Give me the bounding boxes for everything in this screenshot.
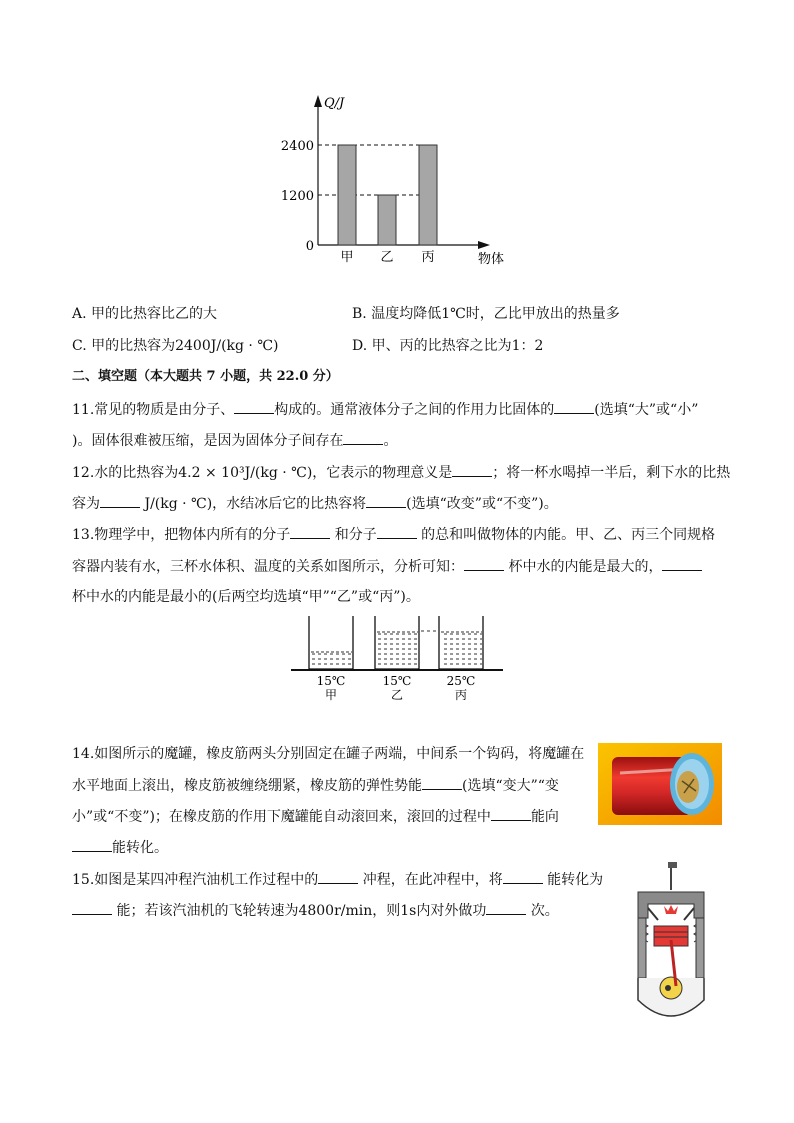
q14-text: (选填“变大”“变 <box>462 778 559 794</box>
q14-line2 <box>72 775 559 796</box>
q15-line1 <box>72 869 603 890</box>
q11-line1 <box>72 399 698 420</box>
answer-blank <box>72 900 112 915</box>
y-axis-arrow <box>314 95 322 107</box>
q13-line2 <box>72 556 702 577</box>
q12-text: 容为 <box>72 496 100 512</box>
q13-text: 13.物理学中，把物体内所有的分子 <box>72 527 291 543</box>
beaker-label: 丙 <box>454 688 468 702</box>
answer-blank <box>491 806 531 821</box>
option-b: B. 温度均降低1℃时，乙比甲放出的热量多 <box>352 306 620 322</box>
y-tick-label: 2400 <box>280 139 314 154</box>
beaker-temp: 25℃ <box>446 674 476 688</box>
answer-blank <box>366 493 406 508</box>
q13-text: 容器内装有水，三杯水体积、温度的关系如图所示，分析可知： <box>72 559 464 575</box>
engine-cylinder-image <box>628 860 714 1024</box>
q13-text: 的总和叫做物体的内能。甲、乙、丙三个同规格 <box>421 527 716 543</box>
q15-text: 能；若该汽油机的飞轮转速为4800r/min，则1s内对外做功 <box>116 903 487 919</box>
answer-blank <box>554 399 594 414</box>
answer-blank <box>72 837 112 852</box>
y-tick-label: 1200 <box>280 189 314 204</box>
option-a: A. 甲的比热容比乙的大 <box>72 306 218 322</box>
q13-text: 和分子 <box>334 527 377 543</box>
beaker-jia <box>309 616 353 669</box>
x-axis-arrow <box>478 241 490 249</box>
q12-text: 12.水的比热容为4.2 × 10³J/(kg · ℃)，它表示的物理意义是 <box>72 465 453 481</box>
answer-blank <box>452 462 492 477</box>
beaker-temp: 15℃ <box>316 674 346 688</box>
beaker-yi <box>375 616 419 669</box>
q13-line1 <box>72 524 715 545</box>
y-axis-label: Q/J <box>324 96 345 111</box>
q11-text: 11.常见的物质是由分子、 <box>72 402 235 418</box>
q14-line3 <box>72 806 559 827</box>
answer-blank <box>377 524 417 539</box>
q14-line4 <box>72 837 168 858</box>
x-tick-label: 丙 <box>421 250 435 265</box>
q12-line1 <box>72 462 730 483</box>
bar <box>419 145 437 245</box>
answer-blank <box>662 556 702 571</box>
q12-line2 <box>72 493 558 514</box>
answer-blank <box>343 430 383 445</box>
q12-text: J/(kg · ℃)，水结冰后它的比热容将 <box>144 496 367 512</box>
q12-text: (选填“改变”或“不变”)。 <box>406 496 558 512</box>
beakers-figure <box>288 612 508 704</box>
answer-blank <box>422 775 462 790</box>
option-c: C. 甲的比热容为2400J/(kg · ℃) <box>72 338 279 354</box>
answer-blank <box>234 399 274 414</box>
q15-line2 <box>72 900 559 921</box>
answer-blank <box>464 556 504 571</box>
q11-text: 。 <box>383 433 398 449</box>
q15-text: 冲程，在此冲程中，将 <box>362 872 503 888</box>
q15-text: 15.如图是某四冲程汽油机工作过程中的 <box>72 872 319 888</box>
option-d: D. 甲、丙的比热容之比为1：2 <box>352 338 544 354</box>
answer-blank <box>503 869 543 884</box>
q14-line1: 14.如图所示的魔罐，橡皮筋两头分别固定在罐子两端，中间系一个钩码，将魔罐在 <box>72 746 585 762</box>
q14-text: 能向 <box>530 809 559 825</box>
x-tick-label: 乙 <box>380 250 394 265</box>
q11-line2 <box>72 430 397 451</box>
q11-text: 构成的。通常液体分子之间的作用力比固体的 <box>274 402 555 418</box>
heat-bar-chart <box>260 85 530 270</box>
q11-text: )。固体很难被压缩，是因为固体分子间存在 <box>72 433 344 449</box>
q14-text: 水平地面上滚出，橡皮筋被缠绕绷紧，橡皮筋的弹性势能 <box>72 778 422 794</box>
beaker-temp: 15℃ <box>382 674 412 688</box>
q15-text: 能转化为 <box>547 872 604 888</box>
section-title: 二、填空题（本大题共 7 小题，共 22.0 分） <box>72 369 339 384</box>
q14-text: 能转化。 <box>112 840 168 856</box>
beaker-bing <box>439 616 483 669</box>
q11-text: (选填“大”或“小” <box>594 402 699 418</box>
answer-blank <box>486 900 526 915</box>
q15-text: 次。 <box>530 903 559 919</box>
answer-blank <box>100 493 140 508</box>
beaker-label: 甲 <box>324 688 338 702</box>
q13-line3: 杯中水的内能是最小的(后两空均选填“甲”“乙”或“丙”)。 <box>72 589 420 605</box>
x-axis-label: 物体 <box>478 252 505 267</box>
bar <box>378 195 396 245</box>
x-tick-label: 甲 <box>340 250 354 265</box>
bar <box>338 145 356 245</box>
answer-blank <box>290 524 330 539</box>
q13-text: 杯中水的内能是最大的， <box>508 559 663 575</box>
magic-can-image <box>598 743 722 825</box>
q12-text: ；将一杯水喝掉一半后，剩下水的比热 <box>492 465 731 481</box>
answer-blank <box>318 869 358 884</box>
beaker-label: 乙 <box>390 688 404 702</box>
y-tick-label: 0 <box>305 239 314 254</box>
q14-text: 小”或“不变”)；在橡皮筋的作用下魔罐能自动滚回来，滚回的过程中 <box>72 809 491 825</box>
